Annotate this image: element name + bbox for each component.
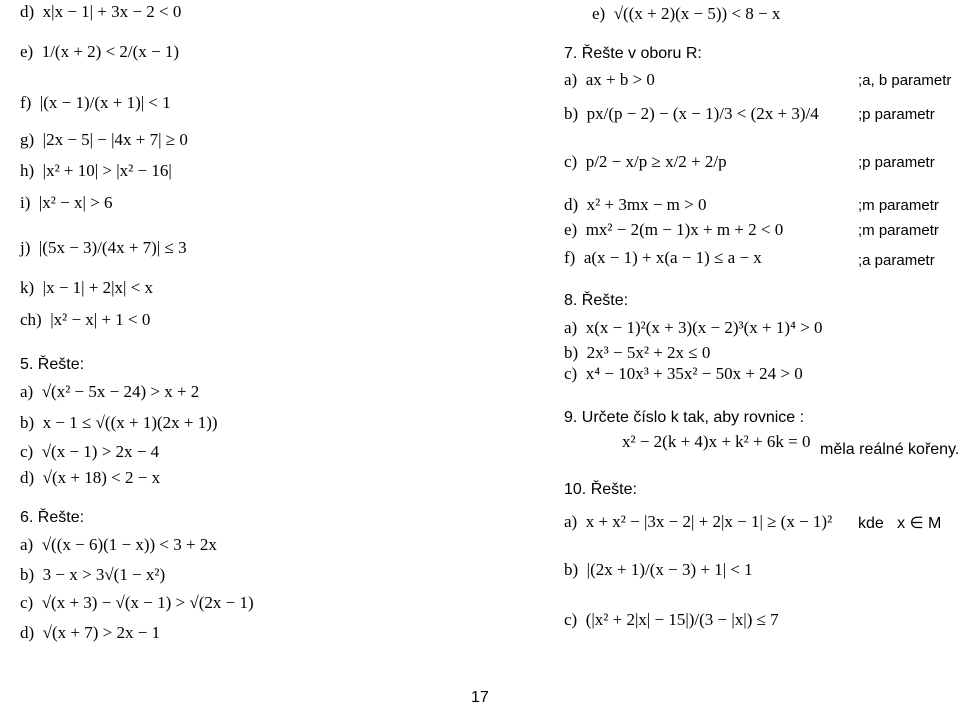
exercise-9-equation: x² − 2(k + 4)x + k² + 6k = 0 [622,432,811,451]
problem-6d: d) √(x + 7) > 2x − 1 [20,623,161,642]
problem-6b: b) 3 − x > 3√(1 − x²) [20,565,166,584]
problem-7e: e) mx² − 2(m − 1)x + m + 2 < 0 [564,220,784,239]
problem-8b: b) 2x³ − 5x² + 2x ≤ 0 [564,343,711,362]
problem-7e-parameter: ;m parametr [858,222,939,239]
problem-4e: e) 1/(x + 2) < 2/(x − 1) [20,42,180,61]
problem-7c-parameter: ;p parametr [858,154,935,171]
problem-4i: i) |x² − x| > 6 [20,193,113,212]
exercise-7-heading: 7. Řešte v oboru R: [564,45,702,62]
exercise-6-heading: 6. Řešte: [20,509,85,526]
problem-7f-parameter: ;a parametr [858,252,935,269]
problem-10a-note: kde x ∈ M [858,515,942,532]
problem-4k: k) |x − 1| + 2|x| < x [20,278,154,297]
problem-4f: f) |(x − 1)/(x + 1)| < 1 [20,93,171,112]
problem-10b: b) |(2x + 1)/(x − 3) + 1| < 1 [564,560,753,579]
problem-5b: b) x − 1 ≤ √((x + 1)(2x + 1)) [20,413,218,432]
exercise-5-heading: 5. Řešte: [20,356,85,373]
problem-6a: a) √((x − 6)(1 − x)) < 3 + 2x [20,535,217,554]
problem-8a: a) x(x − 1)²(x + 3)(x − 2)³(x + 1)⁴ > 0 [564,318,823,337]
page-number: 17 [471,689,489,706]
problem-7a: a) ax + b > 0 [564,70,655,89]
problem-7d-parameter: ;m parametr [858,197,939,214]
problem-7b: b) px/(p − 2) − (x − 1)/3 < (2x + 3)/4 [564,104,819,123]
problem-7a-parameter: ;a, b parametr [858,72,952,89]
problem-7d: d) x² + 3mx − m > 0 [564,195,707,214]
problem-4j: j) |(5x − 3)/(4x + 7)| ≤ 3 [20,238,187,257]
problem-6e: e) √((x + 2)(x − 5)) < 8 − x [592,4,781,23]
exercise-10-heading: 10. Řešte: [564,481,637,498]
exercise-9-tail: měla reálné kořeny. [820,441,960,458]
problem-10c: c) (|x² + 2|x| − 15|)/(3 − |x|) ≤ 7 [564,610,779,629]
exercise-8-heading: 8. Řešte: [564,292,629,309]
problem-5d: d) √(x + 18) < 2 − x [20,468,161,487]
problem-8c: c) x⁴ − 10x³ + 35x² − 50x + 24 > 0 [564,364,803,383]
problem-7f: f) a(x − 1) + x(a − 1) ≤ a − x [564,248,762,267]
problem-10a: a) x + x² − |3x − 2| + 2|x − 1| ≥ (x − 1)² [564,512,833,531]
problem-4g: g) |2x − 5| − |4x + 7| ≥ 0 [20,130,188,149]
problem-5c: c) √(x − 1) > 2x − 4 [20,442,160,461]
problem-4ch: ch) |x² − x| + 1 < 0 [20,310,151,329]
problem-4d: d) x|x − 1| + 3x − 2 < 0 [20,2,182,21]
problem-7b-parameter: ;p parametr [858,106,935,123]
problem-7c: c) p/2 − x/p ≥ x/2 + 2/p [564,152,727,171]
exercise-9-heading: 9. Určete číslo k tak, aby rovnice : [564,409,805,426]
problem-4h: h) |x² + 10| > |x² − 16| [20,161,172,180]
problem-6c: c) √(x + 3) − √(x − 1) > √(2x − 1) [20,593,254,612]
problem-5a: a) √(x² − 5x − 24) > x + 2 [20,382,200,401]
